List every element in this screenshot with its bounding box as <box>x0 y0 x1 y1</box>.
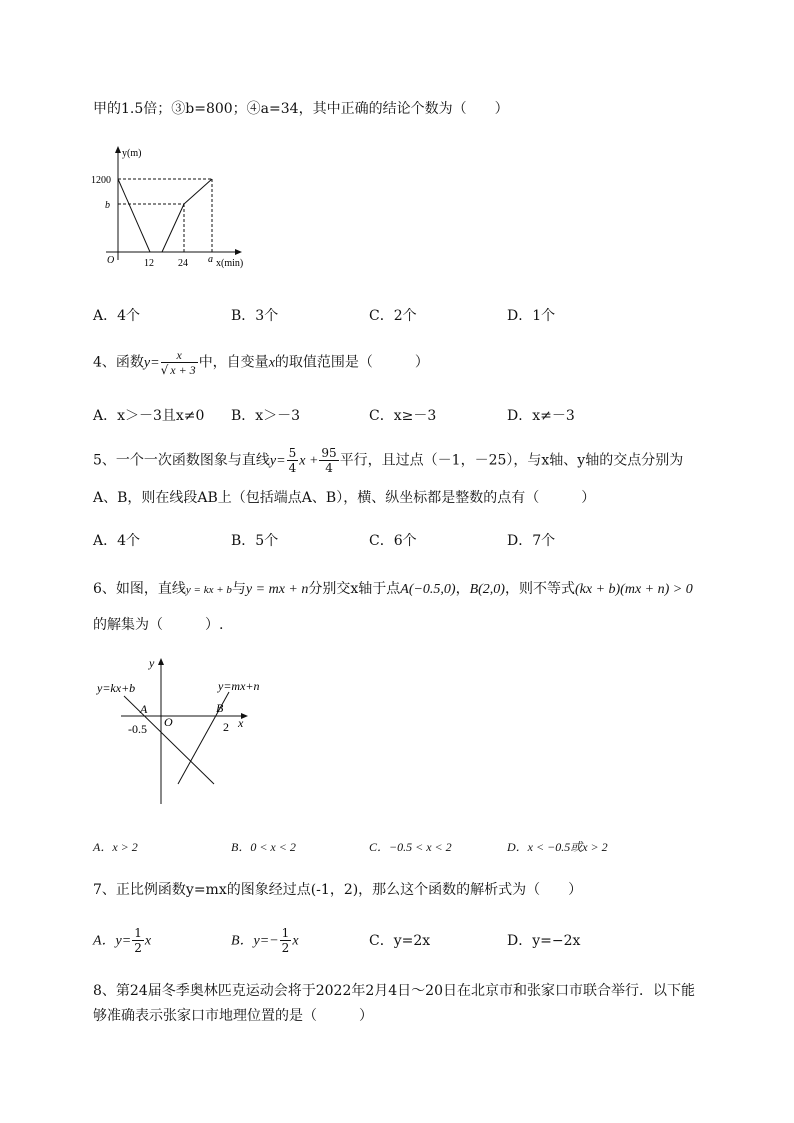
q4-suffix-b: 的取值范围是（ ） <box>274 354 429 371</box>
q6-xa-label: -0.5 <box>128 722 147 736</box>
q4-option-c[interactable]: C．x≥－3 <box>369 408 437 424</box>
q4-func-lhs: y= <box>143 355 160 371</box>
q6-mid: 分别交x轴于点 <box>308 581 401 597</box>
q3-option-a[interactable]: A．4个 <box>93 308 141 324</box>
q6-x-axis-label: x <box>238 716 244 730</box>
sqrt-icon: √ <box>160 363 169 377</box>
q7-a-post: x <box>144 933 152 949</box>
q7-option-a[interactable] <box>93 926 151 955</box>
q5-prefix: 5、一个一次函数图象与直线 <box>93 452 270 469</box>
q3-y-tick-1200: 1200 <box>91 175 111 186</box>
q5-fraction-2 <box>319 446 338 475</box>
q4-option-d[interactable]: D．x≠－3 <box>507 408 575 424</box>
q3-text: 甲的1.5倍；③b=800；④a=34，其中正确的结论个数为（ ） <box>93 101 509 117</box>
q4-prefix: 4、函数 <box>93 354 144 371</box>
q5-suffix: 平行，且过点（－1，－25），与x轴、y轴的交点分别为 <box>339 452 684 469</box>
q7-text: 7、正比例函数y=mx的图象经过点(-1，2)，那么这个函数的解析式为（ ） <box>93 882 583 898</box>
q3-x-label: x(min) <box>216 258 244 269</box>
q6-point-a: A(−0.5,0) <box>400 582 456 597</box>
q6-text <box>93 578 693 598</box>
q7-option-b[interactable] <box>231 926 299 955</box>
q6-prefix: 6、如图，直线 <box>93 581 186 597</box>
q5-frac1-num: 5 <box>288 446 297 460</box>
q7-b-post: x <box>292 933 299 949</box>
q6-graph <box>94 652 284 812</box>
q3-graph <box>88 140 258 275</box>
q7-a-den: 2 <box>134 941 142 955</box>
q7-a-fraction <box>132 926 144 955</box>
q6-inequality: (kx + b)(mx + n) > 0 <box>574 582 693 597</box>
q5-frac2-den: 4 <box>325 461 333 475</box>
q4-frac-num: x <box>161 348 198 363</box>
q6-option-a[interactable]: A．x > 2 <box>93 840 138 854</box>
q5-option-b[interactable]: B．5个 <box>231 533 279 549</box>
q4-frac-den: x + 3 <box>170 363 196 377</box>
q5-text <box>93 446 683 475</box>
q6-b-label: B <box>216 701 224 715</box>
q6-text-line2: 的解集为（ ）. <box>93 617 224 633</box>
q6-xb-label: 2 <box>223 720 229 734</box>
q6-f2: y = mx + n <box>245 582 309 597</box>
q6-a-label: A <box>140 702 148 716</box>
q3-origin: O <box>107 255 115 266</box>
q6-origin: O <box>164 715 173 729</box>
q5-text-line2: A、B，则在线段AB上（包括端点A、B），横、纵坐标都是整数的点有（ ） <box>93 490 596 506</box>
q6-option-b[interactable]: B．0 < x < 2 <box>231 840 296 854</box>
q8-text-line1: 8、第24届冬季奥林匹克运动会将于2022年2月4日～20日在北京市和张家口市联合举行．以下能 <box>93 983 695 999</box>
q4-var: x <box>268 355 275 371</box>
q5-option-d[interactable]: D．7个 <box>507 533 556 549</box>
q8-text-line2: 够准确表示张家口市地理位置的是（ ） <box>93 1008 373 1024</box>
q6-then: ，则不等式 <box>504 581 575 597</box>
q7-b-num: 1 <box>281 926 290 940</box>
q6-f1: y = kx + b <box>185 584 232 596</box>
q6-option-c[interactable]: C．−0.5 < x < 2 <box>369 840 452 854</box>
q7-option-d[interactable]: D．y=−2x <box>507 933 581 949</box>
q3-option-d[interactable]: D．1个 <box>507 308 556 324</box>
q3-x-tick-24: 24 <box>178 258 188 269</box>
q3-y-label: y(m) <box>122 148 142 159</box>
q4-option-a[interactable]: A．x＞－3且x≠0 <box>93 408 205 424</box>
q6-y-axis-label: y <box>149 656 155 670</box>
q3-option-c[interactable]: C．2个 <box>369 308 417 324</box>
q5-frac1-den: 4 <box>288 461 297 475</box>
q6-and: 与 <box>231 581 246 597</box>
q3-y-tick-b: b <box>105 200 110 211</box>
q5-fraction-1 <box>287 446 299 475</box>
q7-option-c[interactable]: C．y=2x <box>369 933 431 949</box>
q7-a-pre: A．y= <box>93 933 132 949</box>
q5-option-a[interactable]: A．4个 <box>93 533 141 549</box>
q4-option-b[interactable]: B．x＞－3 <box>231 408 301 424</box>
q4-text <box>93 348 429 377</box>
q4-fraction <box>161 348 198 377</box>
q6-l1-label: y=kx+b <box>97 681 136 695</box>
q5-func-lhs: y= <box>269 453 286 469</box>
q5-mid: x + <box>299 453 319 469</box>
q6-point-b: B(2,0) <box>469 582 505 597</box>
q7-b-pre: B．y=− <box>231 933 279 949</box>
q6-l2-label: y=mx+n <box>218 679 260 693</box>
q5-option-c[interactable]: C．6个 <box>369 533 417 549</box>
q6-option-d[interactable]: D．x < −0.5或x > 2 <box>507 840 608 854</box>
q7-a-num: 1 <box>134 926 142 940</box>
q7-b-fraction <box>280 926 292 955</box>
q3-option-b[interactable]: B．3个 <box>231 308 279 324</box>
q5-frac2-num: 95 <box>321 446 337 460</box>
q4-suffix-a: 中，自变量 <box>198 354 269 371</box>
q3-x-tick-12: 12 <box>144 258 154 269</box>
q3-x-tick-a: a <box>208 254 213 265</box>
q7-b-den: 2 <box>281 941 290 955</box>
q6-comma: ， <box>455 581 470 597</box>
